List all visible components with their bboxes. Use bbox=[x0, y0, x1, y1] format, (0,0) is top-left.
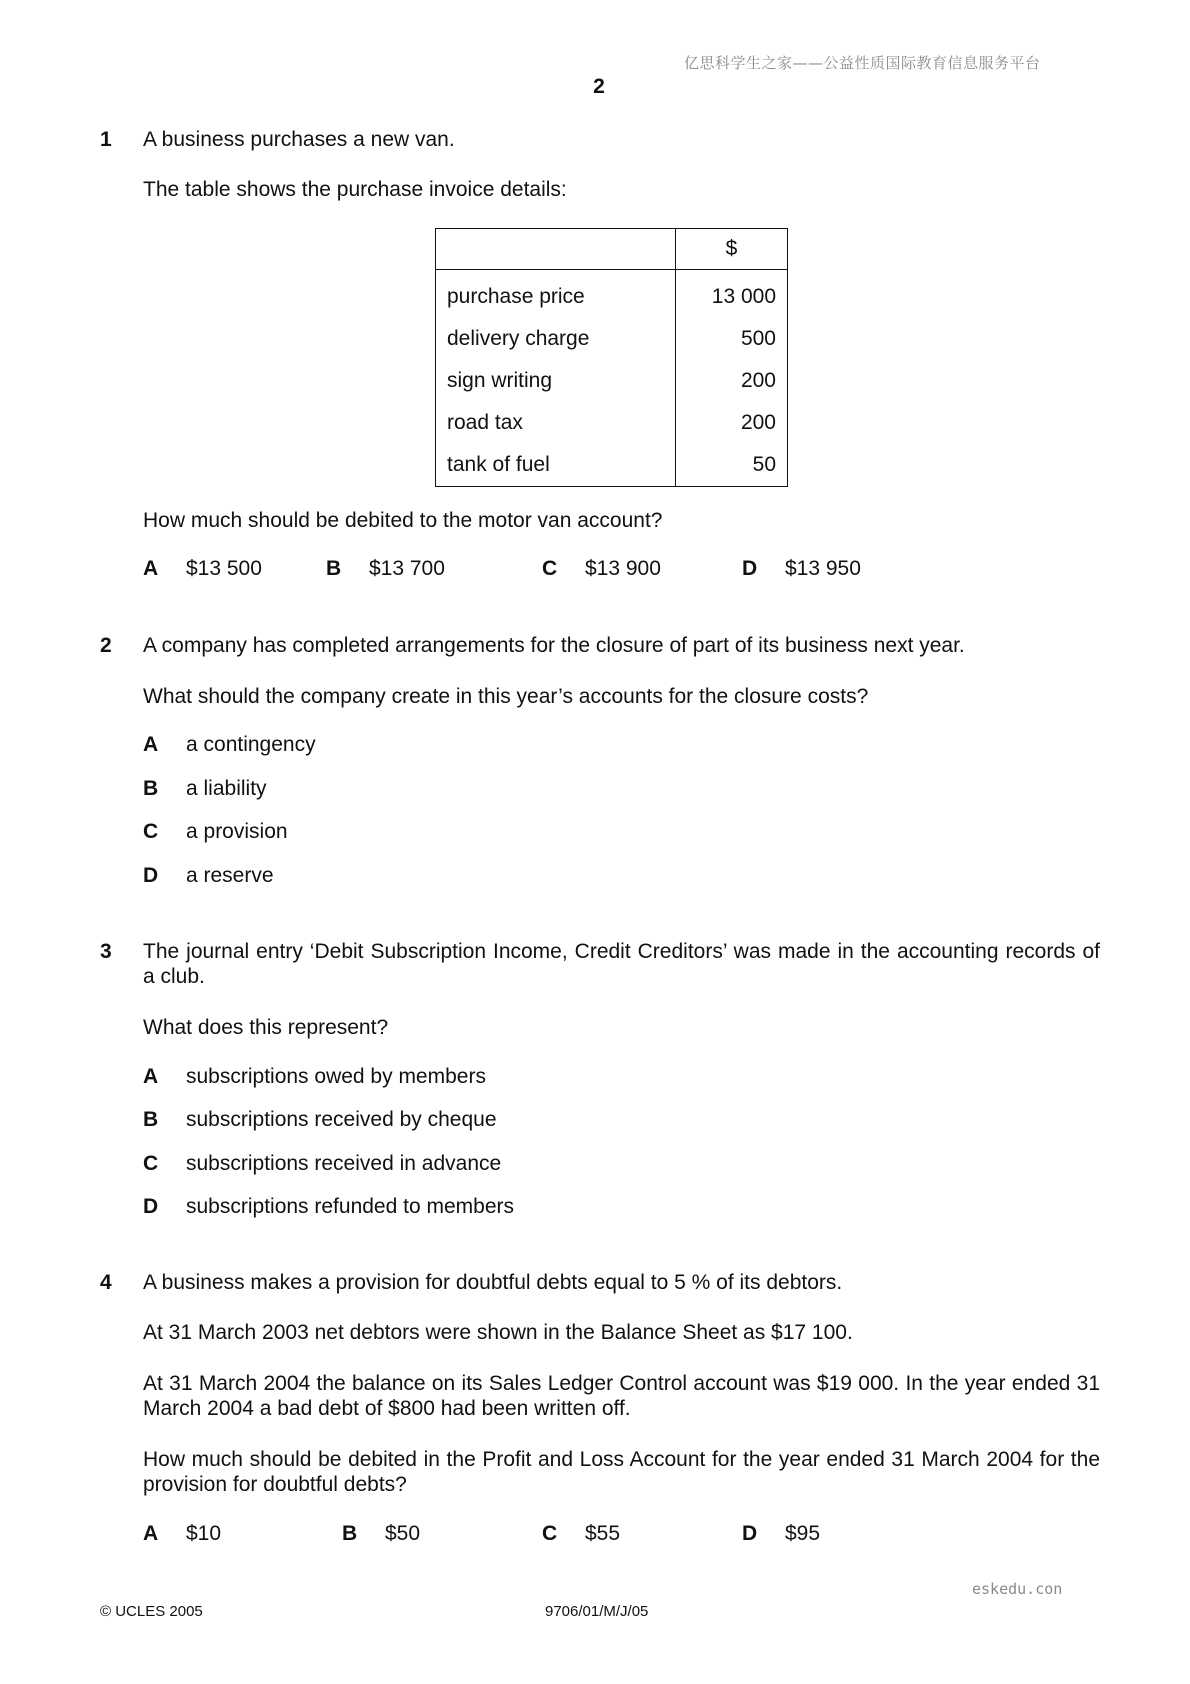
question-2-question: What should the company create in this year’s accounts for the closure costs? bbox=[143, 685, 869, 708]
question-1-number: 1 bbox=[100, 128, 112, 151]
question-3-stem: The journal entry ‘Debit Subscription Income, Credit Creditors’ was made in the accounting records of a club. bbox=[143, 940, 1100, 988]
option-text: subscriptions refunded to members bbox=[186, 1195, 514, 1218]
footer-watermark: eskedu.con bbox=[972, 1580, 1063, 1598]
question-1-question: How much should be debited to the motor van account? bbox=[143, 509, 663, 532]
question-4-para2: At 31 March 2003 net debtors were shown in the Balance Sheet as $17 100. bbox=[143, 1321, 853, 1344]
option-text: subscriptions owed by members bbox=[186, 1065, 486, 1088]
option-letter: B bbox=[143, 1108, 159, 1131]
question-1-options bbox=[143, 556, 1043, 582]
question-1-intro: The table shows the purchase invoice details: bbox=[143, 178, 567, 201]
header-watermark: 亿思科学生之家——公益性质国际教育信息服务平台 bbox=[684, 54, 1041, 72]
question-3-question: What does this represent? bbox=[143, 1016, 389, 1039]
question-2-number: 2 bbox=[100, 634, 112, 657]
question-4-options bbox=[143, 1521, 1043, 1547]
invoice-item: tank of fuel bbox=[436, 444, 676, 487]
invoice-amount: 13 000 bbox=[711, 285, 776, 309]
option-letter: A bbox=[143, 1065, 159, 1088]
option-letter: C bbox=[542, 557, 558, 580]
invoice-amount: 50 bbox=[752, 453, 776, 477]
table-row bbox=[436, 318, 788, 360]
table-row bbox=[436, 444, 788, 487]
option-text: subscriptions received by cheque bbox=[186, 1108, 497, 1131]
option-letter: B bbox=[326, 557, 342, 580]
invoice-item: sign writing bbox=[436, 360, 676, 402]
option-text: $95 bbox=[785, 1522, 821, 1545]
invoice-item: purchase price bbox=[436, 270, 676, 319]
option-text: a provision bbox=[186, 820, 288, 843]
option-text: subscriptions received in advance bbox=[186, 1152, 502, 1175]
table-row bbox=[436, 270, 788, 319]
question-1-stem: A business purchases a new van. bbox=[143, 128, 455, 151]
option-letter: C bbox=[542, 1522, 558, 1545]
option-letter: C bbox=[143, 1152, 159, 1175]
option-text: $13 700 bbox=[369, 557, 445, 580]
invoice-amount: 200 bbox=[740, 369, 776, 393]
option-letter: D bbox=[143, 1195, 159, 1218]
option-letter: B bbox=[342, 1522, 358, 1545]
question-4-question: How much should be debited in the Profit and Loss Account for the year ended 31 March 2004 for the provision for doubtful debts? bbox=[143, 1448, 1100, 1496]
footer-copyright: © UCLES 2005 bbox=[100, 1603, 203, 1620]
invoice-amount: 200 bbox=[740, 411, 776, 435]
question-4-stem: A business makes a provision for doubtful debts equal to 5 % of its debtors. bbox=[143, 1271, 843, 1294]
option-letter: D bbox=[742, 1522, 758, 1545]
question-2-stem: A company has completed arrangements for the closure of part of its business next year. bbox=[143, 634, 965, 657]
option-letter: A bbox=[143, 733, 159, 756]
option-text: $13 950 bbox=[785, 557, 861, 580]
option-text: a contingency bbox=[186, 733, 316, 756]
option-letter: A bbox=[143, 1522, 159, 1545]
footer-paper-code: 9706/01/M/J/05 bbox=[545, 1603, 649, 1620]
option-text: $13 500 bbox=[186, 557, 262, 580]
option-letter: B bbox=[143, 777, 159, 800]
option-text: $50 bbox=[385, 1522, 421, 1545]
invoice-header-currency: $ bbox=[676, 229, 788, 270]
option-text: $10 bbox=[186, 1522, 222, 1545]
invoice-table bbox=[435, 228, 788, 487]
option-text: $13 900 bbox=[585, 557, 661, 580]
page-number: 2 bbox=[593, 75, 605, 98]
question-4-para3: At 31 March 2004 the balance on its Sales Ledger Control account was $19 000. In the year ended 31 March 2004 a bad debt of $800 had been written off. bbox=[143, 1372, 1100, 1420]
option-letter: D bbox=[143, 864, 159, 887]
table-row bbox=[436, 360, 788, 402]
table-row bbox=[436, 402, 788, 444]
question-3-number: 3 bbox=[100, 940, 112, 963]
invoice-item: delivery charge bbox=[436, 318, 676, 360]
option-text: a reserve bbox=[186, 864, 274, 887]
question-4-number: 4 bbox=[100, 1271, 112, 1294]
option-letter: A bbox=[143, 557, 159, 580]
invoice-header-item bbox=[436, 229, 676, 270]
option-letter: D bbox=[742, 557, 758, 580]
option-text: a liability bbox=[186, 777, 267, 800]
option-letter: C bbox=[143, 820, 159, 843]
invoice-table-header bbox=[436, 229, 788, 270]
invoice-amount: 500 bbox=[740, 327, 776, 351]
invoice-item: road tax bbox=[436, 402, 676, 444]
option-text: $55 bbox=[585, 1522, 621, 1545]
